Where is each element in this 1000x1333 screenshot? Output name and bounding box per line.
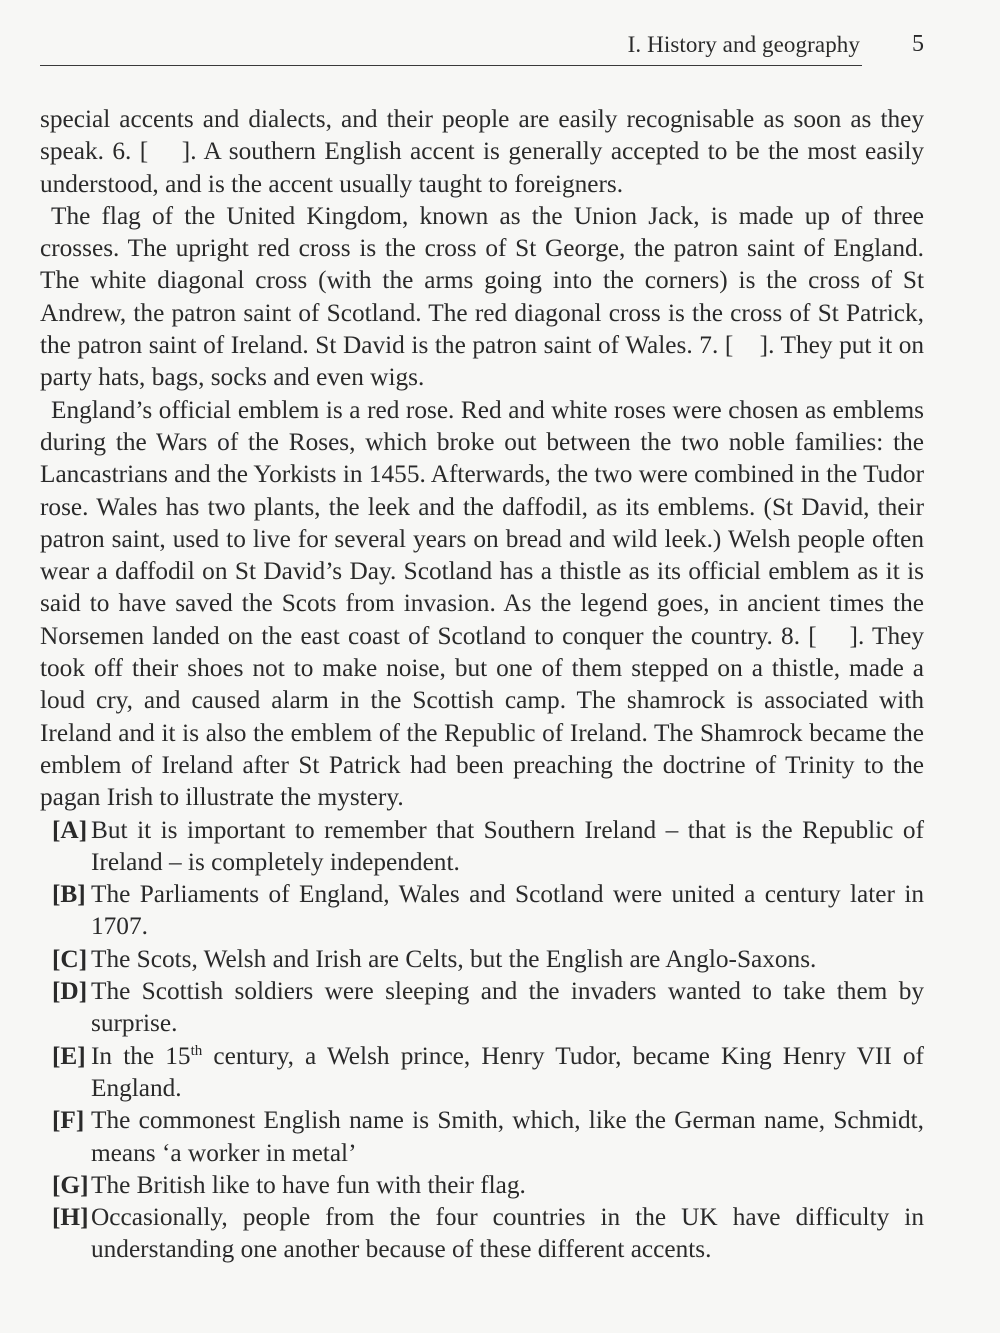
ordinal-superscript: th — [190, 1042, 203, 1059]
option-c — [40, 943, 924, 975]
option-text: The British like to have fun with their flag. — [91, 1170, 526, 1199]
option-letter: [H] — [52, 1203, 89, 1232]
option-e — [40, 1040, 924, 1105]
option-text: The Scottish soldiers were sleeping and the invaders wanted to take them by surprise. — [91, 977, 924, 1038]
option-h — [40, 1201, 924, 1266]
option-text: The Scots, Welsh and Irish are Celts, but the English are Anglo-Saxons. — [91, 944, 817, 973]
option-text-before: In the 15 — [91, 1041, 191, 1070]
paragraph-accents: special accents and dialects, and their people are easily recognisable as soon as they speak. 6. [ ]. A southern English accent is generally accepted to be the most easily understood, and is the accent usually taught to foreigners. — [40, 105, 924, 198]
option-text: The Parliaments of England, Wales and Scotland were united a century later in 1707. — [91, 880, 924, 941]
option-text: The commonest English name is Smith, which, like the German name, Schmidt, means ‘a worker in metal’ — [91, 1106, 924, 1167]
book-page — [40, 0, 924, 1333]
paragraph-emblems: England’s official emblem is a red rose. Red and white roses were chosen as emblems during the Wars of the Roses, which broke out between the two noble families: the Lancastrians and the Yorkists in 1455. Afterwards, the two were combined in the Tudor rose. Wales has two plants, the leek and the daffodil, as its emblems. (St David, their patron saint, used to live for several years on bread and wild leek.) Welsh people often wear a daffodil on St David’s Day. Scotland has a thistle as its official emblem as it is said to have saved the Scots from invasion. As the legend goes, in ancient times the Norsemen landed on the east coast of Scotland to conquer the country. 8. [ ]. They took off their shoes not to make noise, but one of them stepped on a thistle, made a loud cry, and caused alarm in the Scottish camp. The shamrock is associated with Ireland and it is also the emblem of the Republic of Ireland. The Shamrock became the emblem of Ireland after St Patrick had been preaching the doctrine of Trinity to the pagan Irish to illustrate the mystery. — [40, 395, 924, 812]
option-letter: [A] — [52, 815, 88, 844]
option-letter: [F] — [52, 1106, 85, 1135]
body-text — [40, 103, 924, 1266]
option-f — [40, 1104, 924, 1169]
option-letter: [C] — [52, 944, 88, 973]
option-letter: [G] — [52, 1170, 89, 1199]
option-text: Occasionally, people from the four countries in the UK have difficulty in understanding one another because of these different accents. — [91, 1203, 924, 1264]
page-number: 5 — [912, 31, 924, 57]
option-b — [40, 878, 924, 943]
option-text: But it is important to remember that Southern Ireland – that is the Republic of Ireland – is completely independent. — [91, 815, 924, 876]
header-rule — [40, 65, 862, 66]
answer-options-list — [40, 814, 924, 1266]
option-text-after: century, a Welsh prince, Henry Tudor, became King Henry VII of England. — [91, 1041, 924, 1102]
option-letter: [E] — [52, 1041, 86, 1070]
section-title: I. History and geography — [627, 32, 860, 57]
running-header — [40, 28, 924, 68]
paragraph-union-jack: The flag of the United Kingdom, known as the Union Jack, is made up of three crosses. The upright red cross is the cross of St George, the patron saint of England. The white diagonal cross (with the arms going into the corners) is the cross of St Andrew, the patron saint of Scotland. The red diagonal cross is the cross of St Patrick, the patron saint of Ireland. St David is the patron saint of Wales. 7. [ ]. They put it on party hats, bags, socks and even wigs. — [40, 201, 924, 392]
option-letter: [B] — [52, 880, 86, 909]
option-g — [40, 1169, 924, 1201]
option-letter: [D] — [52, 977, 88, 1006]
option-d — [40, 975, 924, 1040]
option-a — [40, 814, 924, 879]
